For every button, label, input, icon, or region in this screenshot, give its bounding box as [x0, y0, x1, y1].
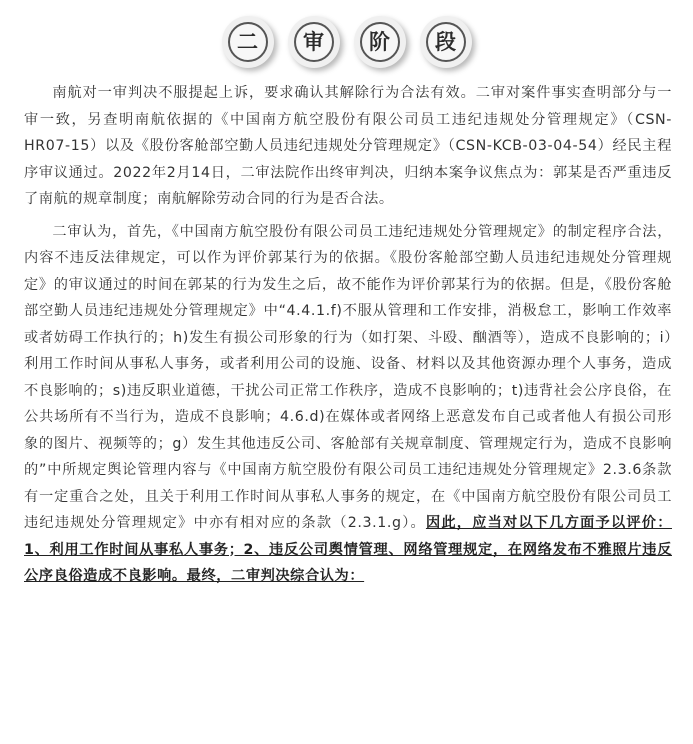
emphasized-conclusion: 因此，应当对以下几方面予以评价：1、利用工作时间从事私人事务；2、违反公司舆情管理、网络管理规定，在网络发布不雅照片违反公序良俗造成不良影响。最终，二审判决综合认为：	[24, 515, 672, 584]
title-char-text: 段	[426, 22, 466, 62]
paragraph-appeal-summary: 南航对一审判决不服提起上诉，要求确认其解除行为合法有效。二审对案件事实查明部分与一审一致，另查明南航依据的《中国南方航空股份有限公司员工违纪违规处分管理规定》（CSN-HR07-15）以及《股份客舱部空勤人员违纪违规处分管理规定》（CSN-KCB-03-04-54）经民主程序审议通过。2022年2月14日，二审法院作出终审判决，归纳本案争议焦点为：郭某是否严重违反了南航的规章制度；南航解除劳动合同的行为是否合法。	[24, 85, 672, 207]
opinion-text: 二审认为，首先，《中国南方航空股份有限公司员工违纪违规处分管理规定》的制定程序合法，内容不违反法律规定，可以作为评价郭某行为的依据。《股份客舱部空勤人员违纪违规处分管理规定》的审议通过的时间在郭某的行为发生之后，故不能作为评价郭某行为的依据。但是，《股份客舱部空勤人员违纪违规处分管理规定》中“4.4.1.f)不服从管理和工作安排，消极怠工，影响工作效率或者妨碍工作执行的；h)发生有损公司形象的行为（如打架、斗殴、酗酒等），造成不良影响的；i）利用工作时间从事私人事务，或者利用公司的设施、设备、材料以及其他资源办理个人事务，造成不良影响的；s)违反职业道德，干扰公司正常工作秩序，造成不良影响的；t)违背社会公序良俗，在公共场所有不当行为，造成不良影响；4.6.d)在媒体或者网络上恶意发布自己或者他人有损公司形象的图片、视频等的；g）发生其他违反公司、客舱部有关规章制度、管理规定行为，造成不良影响的”中所规定舆论管理内容与《中国南方航空股份有限公司员工违纪违规处分管理规定》2.3.6条款有一定重合之处，且关于利用工作时间从事私人事务的规定，在《中国南方航空股份有限公司员工违纪违规处分管理规定》中亦有相对应的条款（2.3.1.g）。	[24, 223, 672, 531]
title-char-badge	[420, 16, 472, 68]
title-char-badge	[222, 16, 274, 68]
article-body	[24, 80, 672, 590]
section-title	[0, 16, 693, 72]
paragraph-second-instance-opinion	[24, 219, 672, 590]
title-char-badge	[354, 16, 406, 68]
title-char-text: 二	[228, 22, 268, 62]
title-char-badge	[288, 16, 340, 68]
title-char-text: 审	[294, 22, 334, 62]
title-char-text: 阶	[360, 22, 400, 62]
